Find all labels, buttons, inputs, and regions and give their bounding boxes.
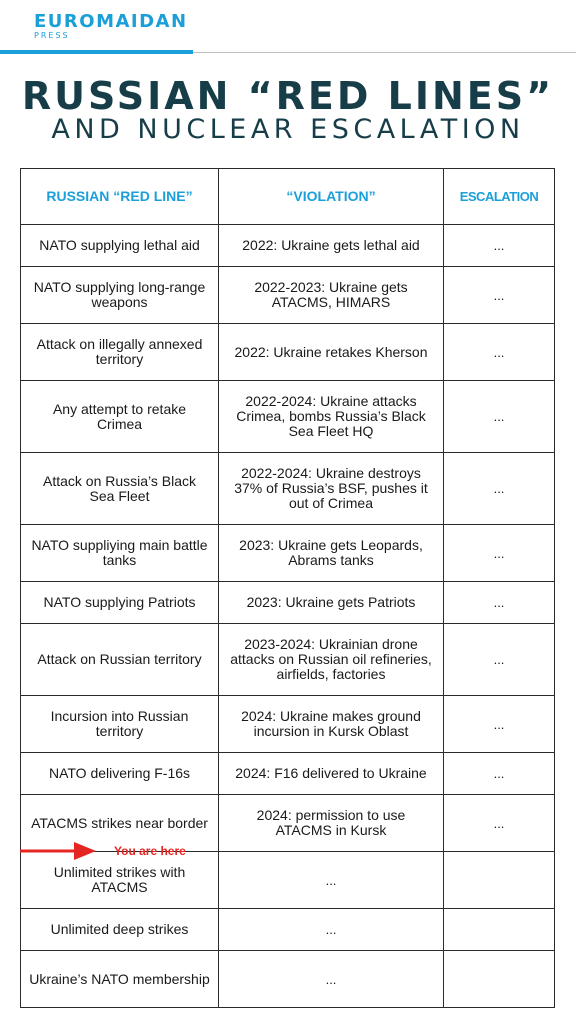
escalation-cell: ... [444, 267, 555, 324]
violation-cell: 2024: Ukraine makes ground incursion in Kursk Oblast [219, 696, 444, 753]
table-row [21, 795, 555, 852]
red-line-cell: Any attempt to retake Crimea [21, 381, 219, 453]
table-row-future [21, 951, 555, 1008]
table-row [21, 381, 555, 453]
logo-name: EUROMAIDAN [34, 11, 188, 32]
violation-cell: 2024: F16 delivered to Ukraine [219, 753, 444, 795]
header-accent-bar [0, 50, 193, 54]
red-line-cell: NATO supplying long-range weapons [21, 267, 219, 324]
site-header [0, 0, 576, 56]
red-arrow-icon [20, 842, 96, 860]
escalation-cell: ... [444, 453, 555, 525]
header-divider [193, 52, 576, 53]
violation-cell: ... [219, 951, 444, 1008]
escalation-cell-empty [444, 852, 555, 909]
logo-subtitle: PRESS [34, 31, 70, 40]
violation-cell: 2022: Ukraine gets lethal aid [219, 225, 444, 267]
table-row [21, 453, 555, 525]
escalation-cell: ... [444, 324, 555, 381]
table-row [21, 696, 555, 753]
escalation-cell: ... [444, 624, 555, 696]
table-row-future [21, 909, 555, 951]
table-row [21, 267, 555, 324]
escalation-cell: ... [444, 753, 555, 795]
red-lines-table [20, 168, 555, 1008]
table-row [21, 624, 555, 696]
table-row [21, 582, 555, 624]
column-header-violation: “VIOLATION” [219, 169, 444, 225]
red-line-cell: Incursion into Russian territory [21, 696, 219, 753]
page-title: RUSSIAN “RED LINES” [21, 74, 555, 118]
violation-cell: 2023: Ukraine gets Patriots [219, 582, 444, 624]
column-header-escalation: ESCALATION [444, 169, 555, 225]
table-row [21, 324, 555, 381]
violation-cell: 2022: Ukraine retakes Kherson [219, 324, 444, 381]
table-row [21, 225, 555, 267]
escalation-cell-empty [444, 909, 555, 951]
red-line-cell: Attack on Russia’s Black Sea Fleet [21, 453, 219, 525]
euromaidan-press-logo[interactable] [34, 12, 188, 40]
red-line-cell: NATO delivering F-16s [21, 753, 219, 795]
violation-cell: 2022-2024: Ukraine destroys 37% of Russia’s BSF, pushes it out of Crimea [219, 453, 444, 525]
violation-cell: 2023: Ukraine gets Leopards, Abrams tanks [219, 525, 444, 582]
table-header-row [21, 169, 555, 225]
violation-cell: 2022-2023: Ukraine gets ATACMS, HIMARS [219, 267, 444, 324]
escalation-cell: ... [444, 381, 555, 453]
violation-cell: 2023-2024: Ukrainian drone attacks on Russian oil refineries, airfields, factories [219, 624, 444, 696]
escalation-cell-empty [444, 951, 555, 1008]
red-line-cell: NATO supplying Patriots [21, 582, 219, 624]
violation-cell: 2022-2024: Ukraine attacks Crimea, bombs Russia’s Black Sea Fleet HQ [219, 381, 444, 453]
escalation-cell: ... [444, 795, 555, 852]
table-row-future [21, 852, 555, 909]
escalation-cell: ... [444, 696, 555, 753]
violation-cell: 2024: permission to use ATACMS in Kursk [219, 795, 444, 852]
column-header-red-line: RUSSIAN “RED LINE” [21, 169, 219, 225]
you-are-here-label: You are here [114, 844, 186, 858]
red-line-cell: Unlimited strikes with ATACMS [21, 852, 219, 909]
red-line-cell: Ukraine’s NATO membership [21, 951, 219, 1008]
red-line-cell: Unlimited deep strikes [21, 909, 219, 951]
escalation-cell: ... [444, 225, 555, 267]
red-line-cell: Attack on illegally annexed territory [21, 324, 219, 381]
table-row [21, 753, 555, 795]
violation-cell: ... [219, 852, 444, 909]
red-line-cell: ATACMS strikes near border [21, 795, 219, 852]
page-subtitle: AND NUCLEAR ESCALATION [51, 114, 525, 145]
table-row [21, 525, 555, 582]
red-line-cell: NATO suppliying main battle tanks [21, 525, 219, 582]
red-line-cell: NATO supplying lethal aid [21, 225, 219, 267]
violation-cell: ... [219, 909, 444, 951]
escalation-cell: ... [444, 525, 555, 582]
red-line-cell: Attack on Russian territory [21, 624, 219, 696]
escalation-cell: ... [444, 582, 555, 624]
